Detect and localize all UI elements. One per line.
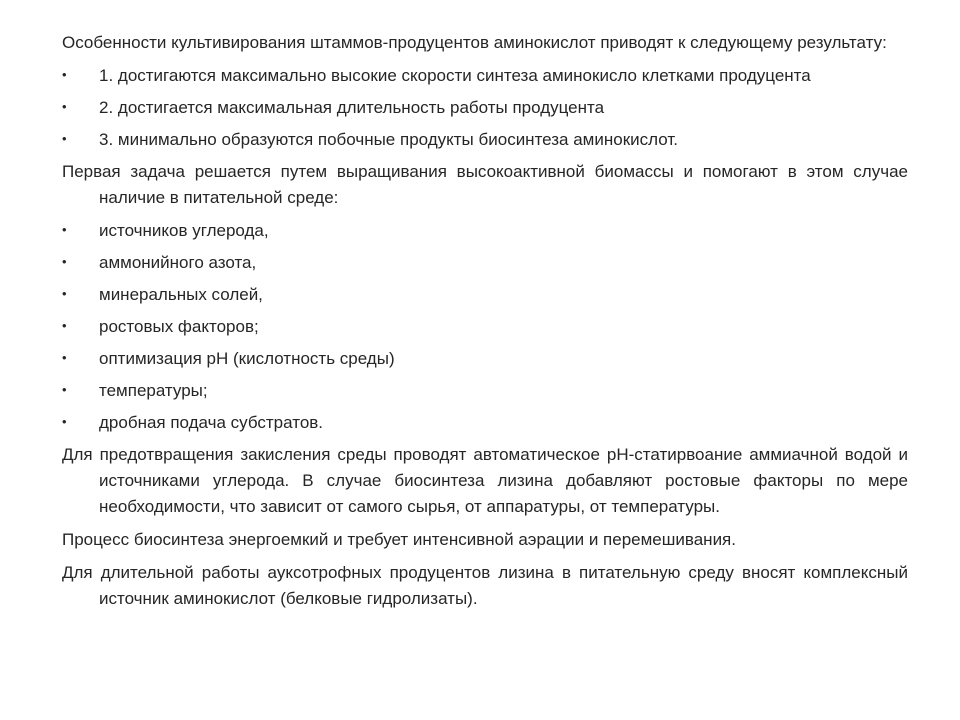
result-item-1 [62, 63, 908, 89]
factor-item-text: ростовых факторов; [99, 317, 259, 336]
factor-item-ph [62, 346, 908, 372]
intro-paragraph: Особенности культивирования штаммов-продуцентов аминокислот приводят к следующему результату: [62, 33, 887, 52]
factor-item-text: источников углерода, [99, 221, 269, 240]
bullet-icon: • [62, 382, 67, 397]
factor-item-growth [62, 314, 908, 340]
bullet-icon: • [62, 67, 67, 82]
factor-item-substrate [62, 410, 908, 436]
result-item-text: 1. достигаются максимально высокие скорости синтеза аминокисло клетками продуцента [99, 66, 811, 85]
bullet-icon: • [62, 131, 67, 146]
aeration-paragraph: Процесс биосинтеза энергоемкий и требует интенсивной аэрации и перемешивания. [62, 530, 736, 549]
factor-item-text: минеральных солей, [99, 285, 263, 304]
bullet-icon: • [62, 286, 67, 301]
result-item-3 [62, 127, 908, 153]
factor-item-salts [62, 282, 908, 308]
slide-content [62, 30, 908, 619]
bullet-icon: • [62, 222, 67, 237]
factor-item-text: дробная подача субстратов. [99, 413, 324, 432]
factor-item-text: температуры; [99, 381, 208, 400]
bullet-icon: • [62, 350, 67, 365]
first-task-paragraph: Первая задача решается путем выращивания высокоактивной биомассы и помогают в этом случае наличие в питательной среде: [62, 162, 908, 207]
bullet-icon: • [62, 254, 67, 269]
factor-item-temperature [62, 378, 908, 404]
factor-item-text: аммонийного азота, [99, 253, 257, 272]
result-item-2 [62, 95, 908, 121]
auxotroph-paragraph: Для длительной работы ауксотрофных продуцентов лизина в питательную среду вносят комплексный источник аминокислот (белковые гидролизаты). [62, 563, 908, 608]
bullet-icon: • [62, 318, 67, 333]
result-item-text: 2. достигается максимальная длительность работы продуцента [99, 98, 605, 117]
acidification-paragraph: Для предотвращения закисления среды проводят автоматическое pH-статирвоание аммиачной водой и источниками углерода. В случае биосинтеза лизина добавляют ростовые факторы по мере необходимости, что зависит от самого сырья, от аппаратуры, от температуры. [62, 445, 908, 516]
bullet-icon: • [62, 99, 67, 114]
factor-item-text: оптимизация pH (кислотность среды) [99, 349, 395, 368]
factor-item-nitrogen [62, 250, 908, 276]
result-item-text: 3. минимально образуются побочные продукты биосинтеза аминокислот. [99, 130, 678, 149]
factor-item-carbon [62, 218, 908, 244]
bullet-icon: • [62, 414, 67, 429]
